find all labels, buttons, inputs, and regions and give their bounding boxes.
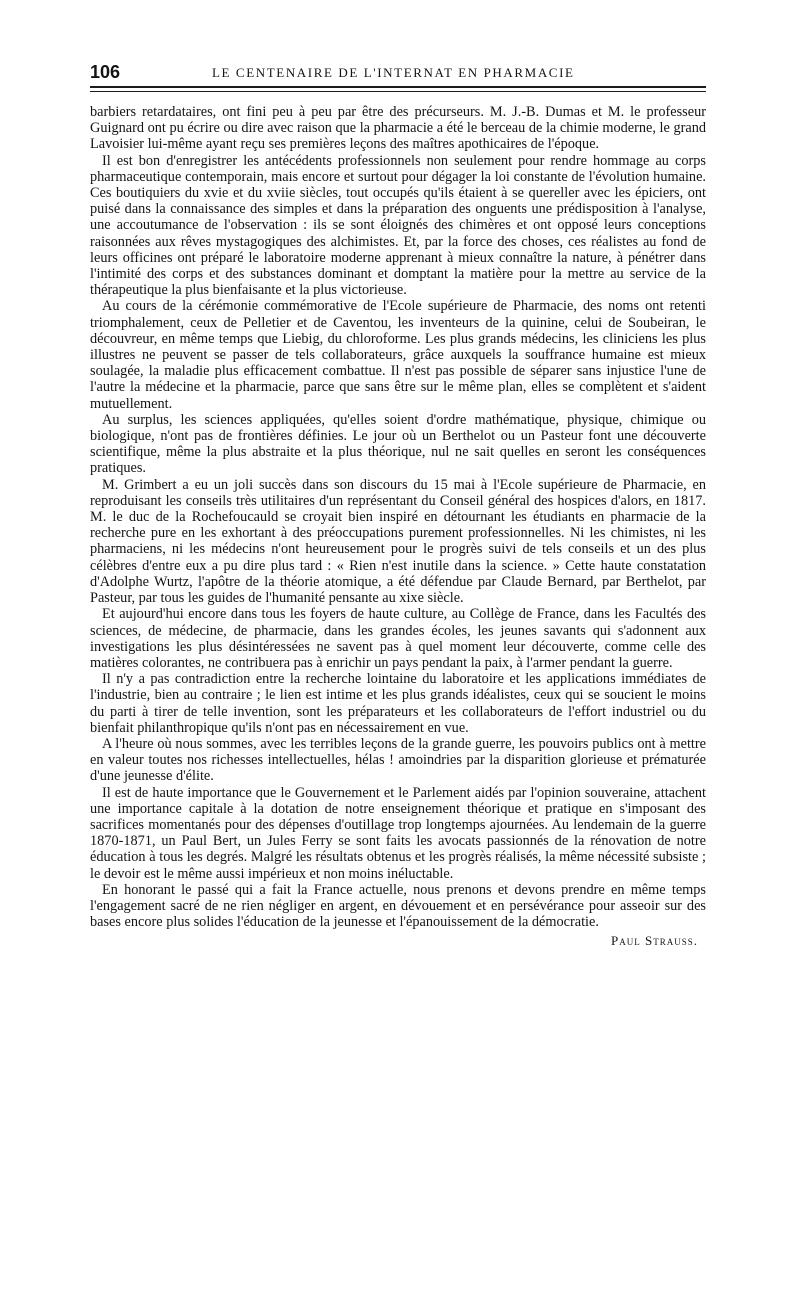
paragraph: En honorant le passé qui a fait la France actuelle, nous prenons et devons prendre en même temps l'engagement sacré de ne rien négliger en argent, en dévouement et en persévérance pour asseoir sur des bases encore plus solides l'éducation de la jeunesse et l'épanouissement de la démocratie. [90, 881, 706, 931]
paragraph: Il n'y a pas contradiction entre la recherche lointaine du laboratoire et les applications immédiates de l'industrie, bien au contraire ; le lien est intime et les plus grands idéalistes, ceux qui se soucient le moins du parti à tirer de telle invention, sont les préparateurs et les collaborateurs de l'effort industriel ou du bienfait philanthropique qu'ils n'ont pas en nécessairement en vue. [90, 671, 706, 736]
page-number: 106 [90, 62, 121, 82]
paragraph: Il est de haute importance que le Gouvernement et le Parlement aidés par l'opinion souveraine, attachent une importance capitale à la dotation de notre enseignement théorique et pratique en s'imposant des sacrifices momentanés pour des dépenses d'outillage trop longtemps ajournées. Au lendemain de la guerre 1870-1871, un Paul Bert, un Jules Ferry se sont faits les avocats passionnés de la rénovation de notre éducation à tous les degrés. Malgré les résultats obtenus et les progrès réalisés, la même nécessité subsiste ; le devoir est le même aussi impérieux et non moins inéluctable. [90, 784, 706, 882]
author-signature: Paul Strauss. [611, 933, 698, 949]
page-header [90, 60, 706, 88]
header-rule [90, 91, 706, 92]
running-title: LE CENTENAIRE DE L'INTERNAT EN PHARMACIE [212, 65, 575, 80]
paragraph: barbiers retardataires, ont fini peu à peu par être des précurseurs. M. J.-B. Dumas et M. le professeur Guignard ont pu écrire ou dire avec raison que la pharmacie a été le berceau de la chimie moderne, le grand Lavoisier lui-même ayant reçu ses premières leçons des maîtres apothicaires de l'époque. [90, 104, 706, 153]
document-page [90, 60, 706, 950]
paragraph: Et aujourd'hui encore dans tous les foyers de haute culture, au Collège de France, dans les Facultés des sciences, de médecine, de pharmacie, dans les grandes écoles, les jeunes savants qui s'adonnent aux investigations les plus désintéressées ne savent pas à quel moment leur découverte, comme celle des matières colorantes, ne contribuera pas à enrichir un pays pendant la paix, à l'armer pendant la guerre. [90, 606, 706, 671]
paragraph: A l'heure où nous sommes, avec les terribles leçons de la grande guerre, les pouvoirs publics ont à mettre en valeur toutes nos richesses intellectuelles, hélas ! amoindries par la disparition glorieuse et prématurée d'une jeunesse d'élite. [90, 735, 706, 785]
paragraph: Au cours de la cérémonie commémorative de l'Ecole supérieure de Pharmacie, des noms ont retenti triomphalement, ceux de Pelletier et de Caventou, les inventeurs de la quinine, celui de Soubeiran, le découvreur, en même temps que Liebig, du chloroforme. Les plus grands médecins, les cliniciens les plus illustres ne peuvent se passer de tels collaborateurs, grâce auxquels la souffrance humaine est mieux soulagée, la maladie plus efficacement combattue. Il n'est pas possible de séparer sans injustice l'une de l'autre la médecine et la pharmacie, parce que sans être sur le même plan, elles se complètent et s'aident mutuellement. [90, 298, 706, 412]
paragraph: M. Grimbert a eu un joli succès dans son discours du 15 mai à l'Ecole supérieure de Pharmacie, en reproduisant les conseils très utilitaires d'un représentant du Conseil général des hospices d'alors, en 1817. M. le duc de la Rochefoucauld se croyait bien inspiré en détournant les étudiants en pharmacie de la recherche pure en les exhortant à des préoccupations purement professionnelles. Ni les chimistes, ni les pharmaciens, ni les médecins n'ont heureusement pour le progrès suivi de tels conseils et un des plus célèbres d'entre eux a pu dire plus tard : « Rien n'est inutile dans la science. » Cette haute constatation d'Adolphe Wurtz, l'apôtre de la théorie atomique, a été défendue par Claude Bernard, par Berthelot, par Pasteur, par tous les guides de l'humanité pensante au xixe siècle. [90, 476, 706, 607]
paragraph: Au surplus, les sciences appliquées, qu'elles soient d'ordre mathématique, physique, chimique ou biologique, n'ont pas de frontières définies. Le jour où un Berthelot ou un Pasteur font une découverte scientifique, même la plus abstraite et la plus théorique, nul ne sait quelles en seront les conséquences pratiques. [90, 411, 706, 477]
body-text [90, 104, 706, 930]
paragraph: Il est bon d'enregistrer les antécédents professionnels non seulement pour rendre hommage au corps pharmaceutique contemporain, mais encore et surtout pour dégager la loi constante de l'évolution humaine. Ces boutiquiers du xvie et du xviie siècles, tout occupés qu'ils étaient à se quereller avec les épiciers, ont puisé dans la connaissance des simples et dans la préparation des onguents une prédisposition à l'analyse, une accoutumance de l'observation : ils se sont éloignés des chimères et ont opposé leurs conceptions raisonnées aux rêves mystagogiques des alchimistes. Et, par la force des choses, ces réalistes au fond de leurs officines ont préparé le laboratoire moderne apprenant à mieux connaître la nature, à pénétrer dans l'intimité des corps et des substances dominant et domptant la matière pour la mettre au service de la thérapeutique la plus bienfaisante et la plus victorieuse. [90, 152, 706, 299]
